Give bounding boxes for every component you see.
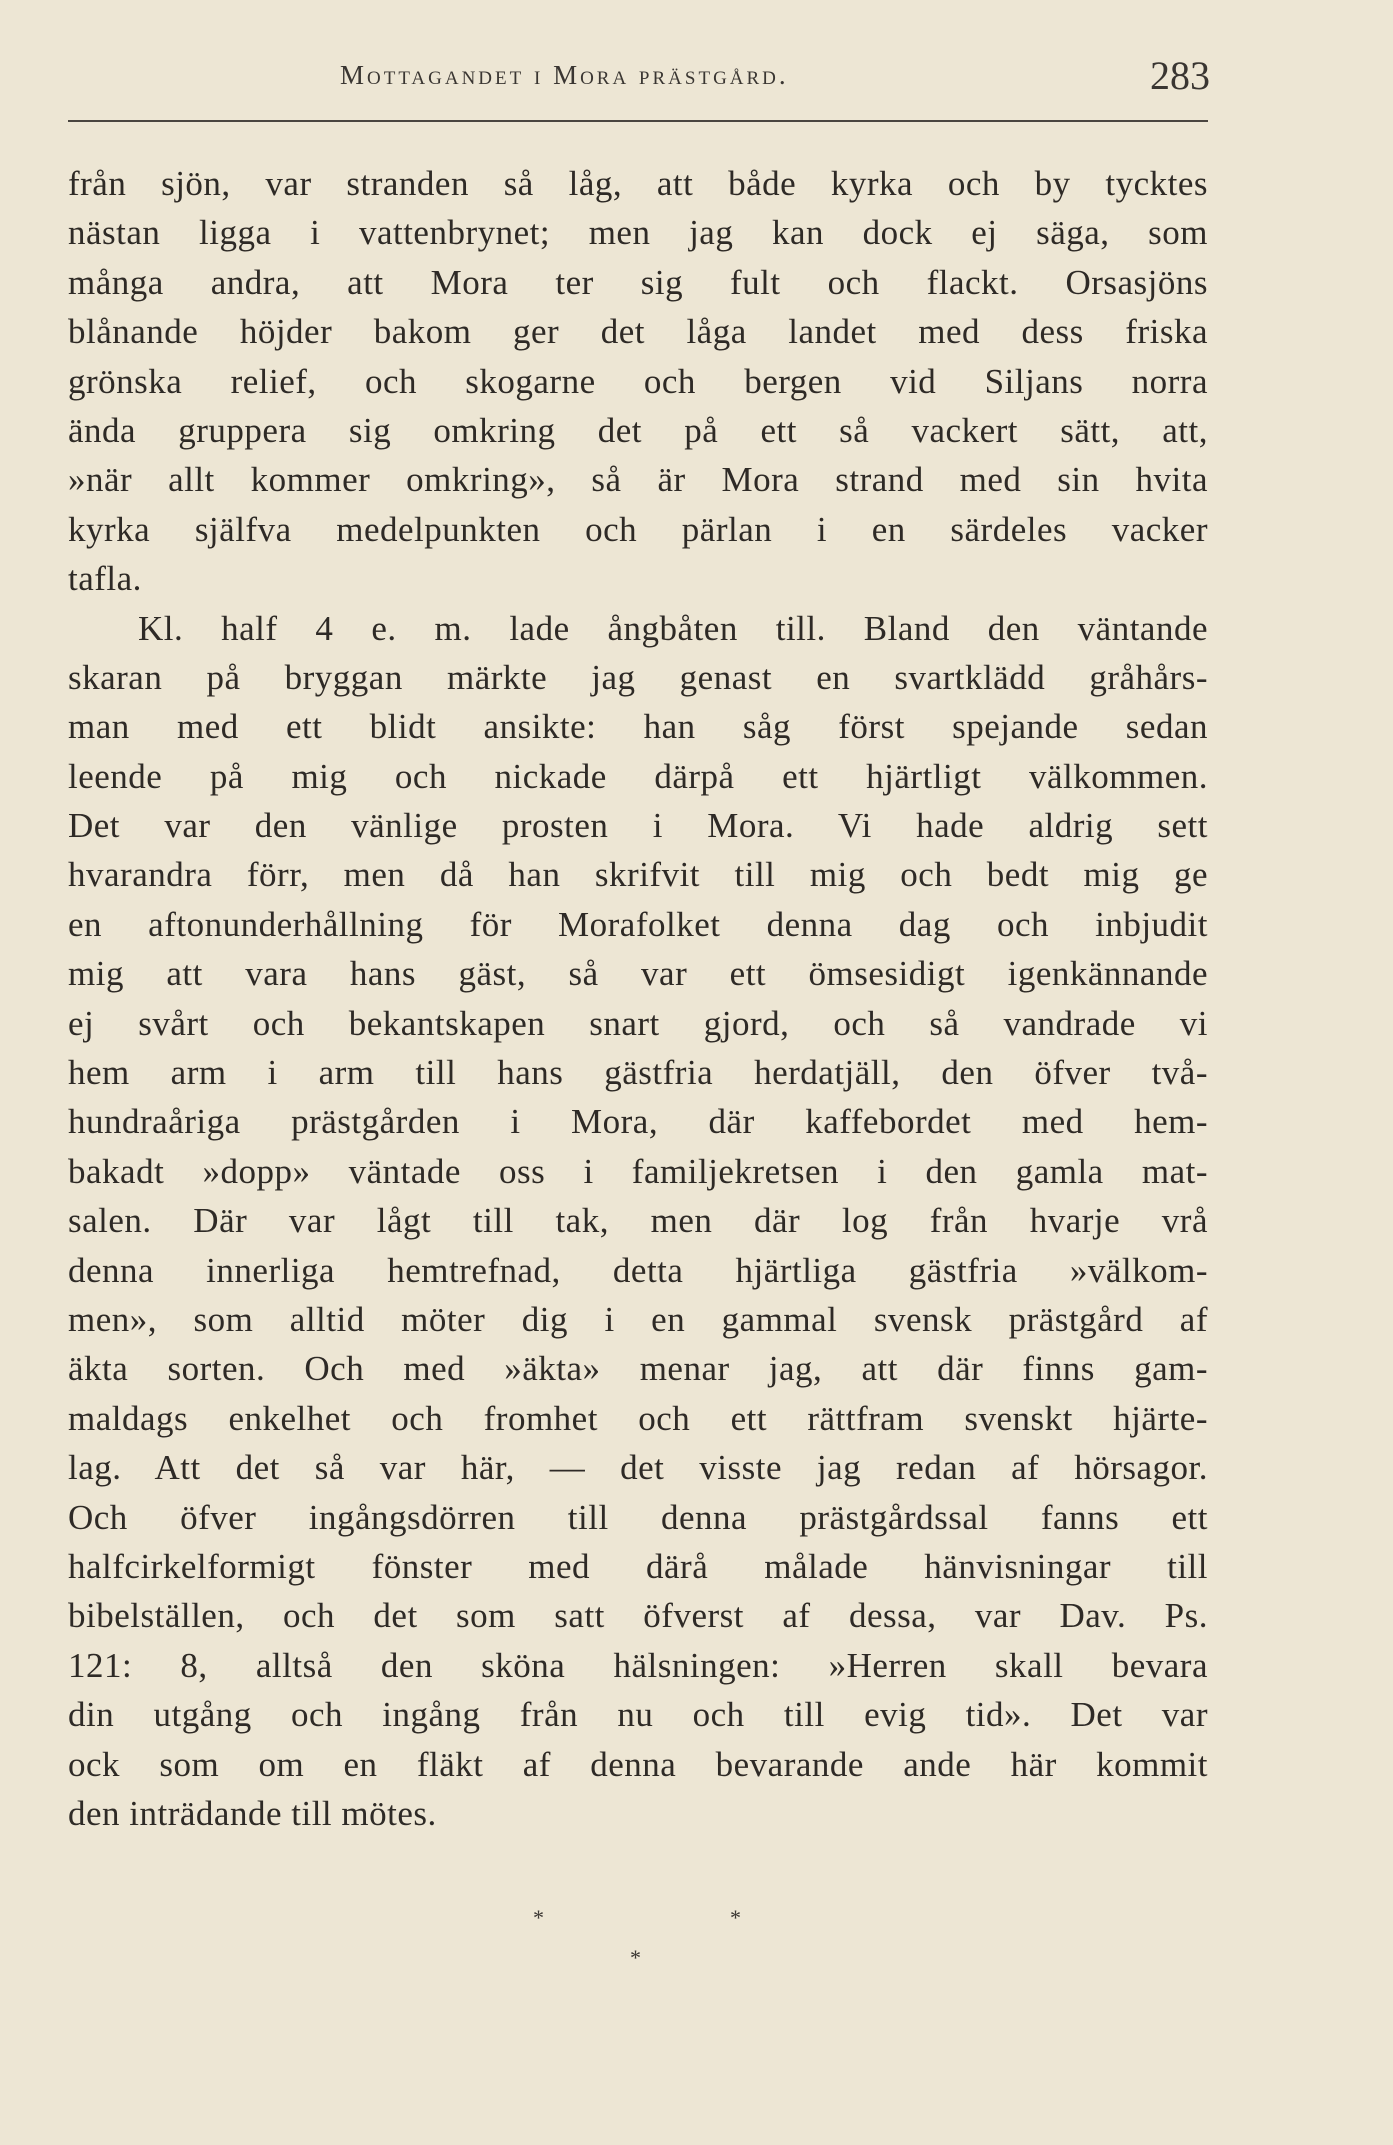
text-line: salen. Där var lågt till tak, men där log från hvarje vrå [68,1201,1208,1241]
text-line: Kl. half 4 e. m. lade ångbåten till. Bland den väntande [138,608,1208,648]
text-line: bakadt »dopp» väntade oss i familjekretsen i den gamla mat- [68,1151,1208,1191]
text-line: hundraåriga prästgården i Mora, där kaffebordet med hem- [68,1102,1208,1142]
text-line: din utgång och ingång från nu och till evig tid». Det var [68,1695,1208,1735]
text-line: från sjön, var stranden så låg, att både kyrka och by tycktes [68,164,1208,203]
text-line: skaran på bryggan märkte jag genast en svartklädd gråhårs- [68,657,1208,697]
text-line: ända gruppera sig omkring det på ett så vackert sätt, att, [68,410,1208,450]
text-line: hem arm i arm till hans gästfria herdatjäll, den öfver två- [68,1053,1208,1093]
text-line: kyrka själfva medelpunkten och pärlan i en särdeles vacker [68,509,1208,549]
text-line: »när allt kommer omkring», så är Mora strand med sin hvita [68,460,1208,500]
text-line: leende på mig och nickade därpå ett hjärtligt välkommen. [68,756,1208,796]
text-line: lag. Att det så var här, — det visste jag redan af hörsagor. [68,1448,1208,1488]
text-line: tafla. [68,559,142,599]
page-number: 283 [1150,53,1210,98]
running-head: Mottagandet i Mora prästgård. [340,60,789,90]
header-rule [68,120,1208,122]
asterism-star-bottom: * [630,1945,641,1970]
text-line: Och öfver ingångsdörren till denna prästgårdssal fanns ett [68,1497,1208,1537]
text-line: maldags enkelhet och fromhet och ett rättfram svenskt hjärte- [68,1398,1208,1438]
text-line: men», som alltid möter dig i en gammal svensk prästgård af [68,1299,1208,1339]
text-line: nästan ligga i vattenbrynet; men jag kan dock ej säga, som [68,213,1208,253]
text-line: ej svårt och bekantskapen snart gjord, och så vandrade vi [68,1003,1208,1043]
text-line: hvarandra förr, men då han skrifvit till mig och bedt mig ge [68,855,1208,895]
text-line: man med ett blidt ansikte: han såg först spejande sedan [68,707,1208,747]
text-line: ock som om en fläkt af denna bevarande ande här kommit [68,1744,1208,1784]
text-line: en aftonunderhållning för Morafolket denna dag och inbjudit [68,904,1208,944]
text-line: bibelställen, och det som satt öfverst af dessa, var Dav. Ps. [68,1596,1208,1636]
body-text [68,159,1208,1838]
text-line: grönska relief, och skogarne och bergen vid Siljans norra [68,361,1208,401]
text-line: denna innerliga hemtrefnad, detta hjärtliga gästfria »välkom- [68,1250,1208,1290]
text-line: äkta sorten. Och med »äkta» menar jag, att där finns gam- [68,1349,1208,1389]
text-line: 121: 8, alltså den sköna hälsningen: »Herren skall bevara [68,1645,1208,1685]
text-line: Det var den vänlige prosten i Mora. Vi hade aldrig sett [68,806,1208,846]
text-line: den inträdande till mötes. [68,1793,437,1833]
asterism-star-right: * [730,1905,741,1930]
text-line: många andra, att Mora ter sig fult och flackt. Orsasjöns [68,262,1208,302]
text-line: blånande höjder bakom ger det låga landet med dess friska [68,312,1208,352]
text-line: mig att vara hans gäst, så var ett ömsesidigt igenkännande [68,954,1208,994]
text-line: halfcirkelformigt fönster med därå målade hänvisningar till [68,1546,1208,1586]
asterism-star-left: * [533,1905,544,1930]
